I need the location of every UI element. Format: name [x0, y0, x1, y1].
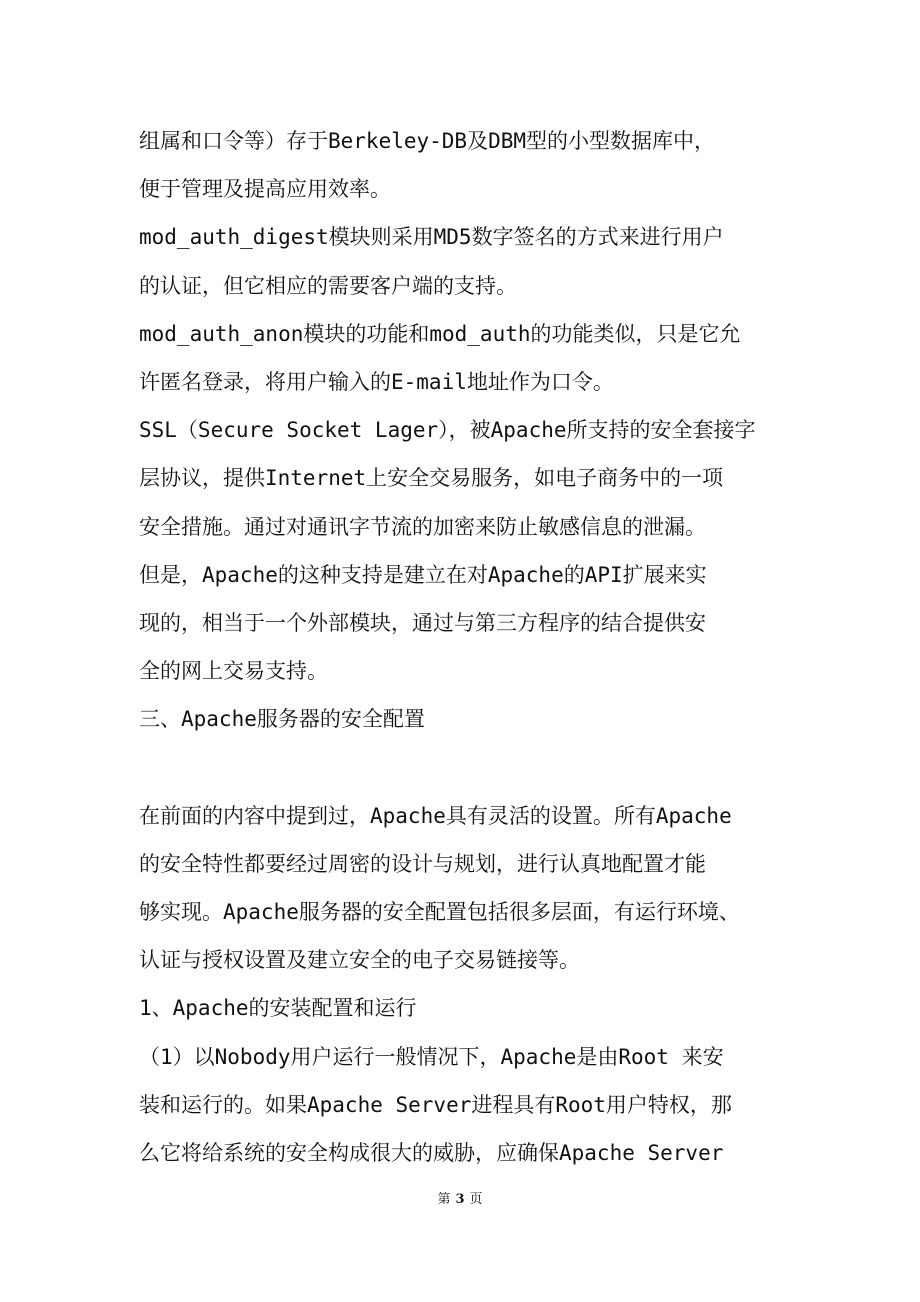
text-line: 现的，相当于一个外部模块，通过与第三方程序的结合提供安 [139, 610, 706, 635]
text-line: SSL（Secure Socket Lager），被Apache所支持的安全套接字 [139, 418, 756, 443]
text-line: 但是，Apache的这种支持是建立在对Apache的API扩展来实 [139, 562, 707, 587]
page-number: 3 [455, 1192, 465, 1207]
text-line: 安全措施。通过对通讯字节流的加密来防止敏感信息的泄漏。 [139, 514, 706, 539]
page-footer [0, 1188, 920, 1207]
text-line: 的认证，但它相应的需要客户端的支持。 [139, 273, 517, 298]
text-line: 的安全特性都要经过周密的设计与规划，进行认真地配置才能 [139, 851, 706, 876]
footer-prefix: 第 [437, 1192, 451, 1207]
text-line: 认证与授权设置及建立安全的电子交易链接等。 [139, 948, 580, 973]
text-line: （1）以Nobody用户运行一般情况下，Apache是由Root 来安 [139, 1044, 724, 1069]
text-line: 许匿名登录，将用户输入的E-mail地址作为口令。 [139, 369, 614, 394]
text-line: 够实现。Apache服务器的安全配置包括很多层面，有运行环境、 [139, 900, 740, 924]
text-line: mod_auth_anon模块的功能和mod_auth的功能类似，只是它允 [139, 321, 741, 346]
subsection-heading: 1、Apache的安装配置和运行 [139, 996, 417, 1021]
footer-suffix: 页 [469, 1192, 483, 1207]
text-line: 在前面的内容中提到过，Apache具有灵活的设置。所有Apache [139, 803, 732, 828]
text-line: 便于管理及提高应用效率。 [139, 177, 391, 202]
document-body [139, 117, 789, 1177]
text-line: 组属和口令等）存于Berkeley-DB及DBM型的小型数据库中， [139, 129, 716, 153]
text-line: mod_auth_digest模块则采用MD5数字签名的方式来进行用户 [139, 225, 724, 250]
blank-line [139, 743, 789, 791]
text-line: 层协议，提供Internet上安全交易服务，如电子商务中的一项 [139, 466, 724, 491]
text-line: 么它将给系统的安全构成很大的威胁，应确保Apache Server [139, 1140, 724, 1165]
section-heading: 三、Apache服务器的安全配置 [139, 707, 425, 732]
text-line: 全的网上交易支持。 [139, 659, 328, 684]
text-line: 装和运行的。如果Apache Server进程具有Root用户特权，那 [139, 1092, 732, 1117]
